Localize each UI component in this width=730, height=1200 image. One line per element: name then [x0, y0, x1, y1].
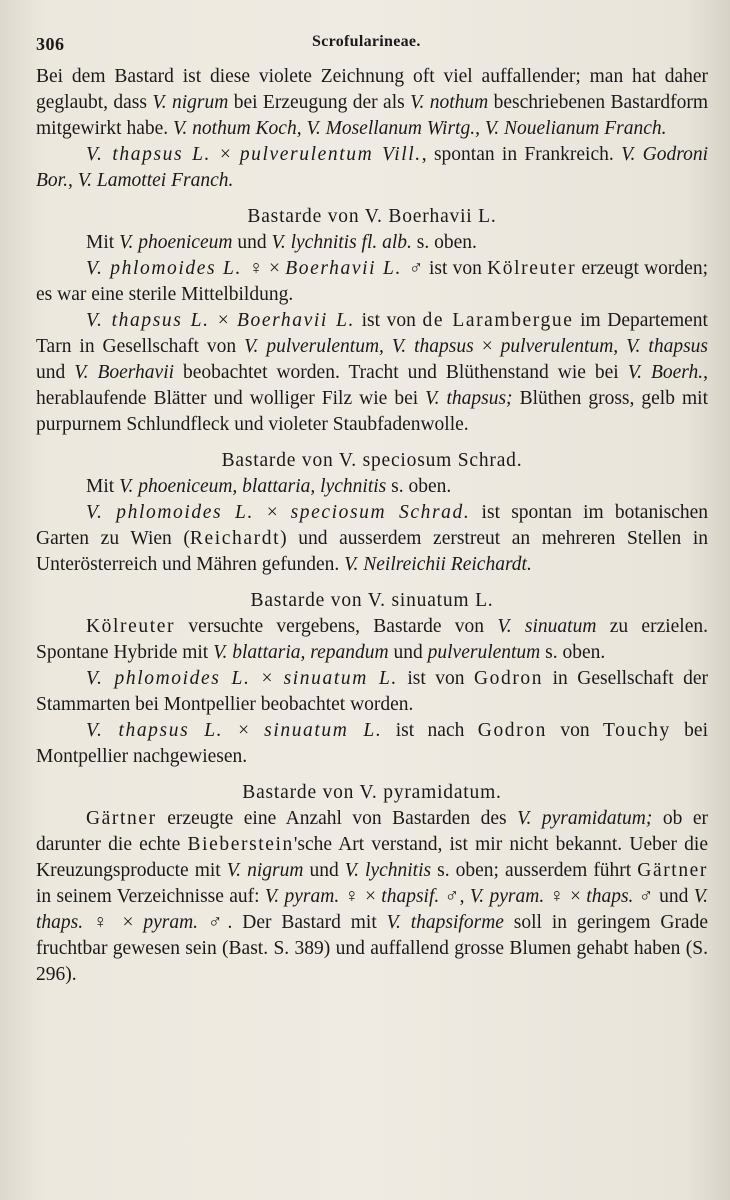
text-run: Bastarde von V. Boerhavii L. — [247, 206, 497, 227]
text-run: pulverulentum Vill. — [230, 144, 422, 165]
text-run: ist von — [423, 258, 488, 279]
text-run: in seinem Verzeichnisse auf: — [36, 886, 265, 907]
text-run: Boerhavii L. — [285, 258, 409, 279]
text-run: Bieberstein — [187, 834, 294, 855]
paragraph — [36, 64, 708, 142]
text-run: V. phoeniceum, blattaria, lychnitis — [119, 476, 387, 497]
text-run: × — [266, 502, 278, 523]
text-run: ) und ausserdem zerstreut an mehreren Stellen in Unterösterreich und Mähren gefunden. — [36, 528, 708, 575]
text-run: Godron — [473, 668, 544, 689]
text-run: beschriebenen Bastardform mitgewirkt habe. — [36, 92, 708, 139]
text-run: bei Erzeugung der als — [228, 92, 411, 113]
text-run: von — [546, 720, 603, 741]
text-run: Bastarde von V. pyramidatum. — [242, 782, 502, 803]
running-head — [36, 30, 708, 60]
text-run: , herablaufende Blätter und wolliger Filz wie bei — [36, 362, 709, 409]
text-run: V. pyram. — [264, 886, 340, 907]
text-run: im Departement Tarn in Gesellschaft von — [36, 310, 708, 357]
text-run: V. Boerh. — [627, 362, 704, 383]
text-run: V. Neilreichii Reichardt. — [344, 554, 532, 575]
text-run: ist von — [355, 310, 423, 331]
text-run: Bei dem Bastard ist diese violete Zeichnung oft viel auffallender; man hat daher geglaubt, dass — [36, 66, 708, 113]
text-run: V. lychnitis — [344, 860, 432, 881]
text-run: ♂ — [439, 886, 460, 907]
text-run: in Gesellschaft der Stammarten bei Montpellier beobachtet worden. — [36, 668, 708, 715]
text-run: zu erzielen. Spontane Hybride mit — [36, 616, 709, 663]
text-run: , — [459, 886, 470, 907]
text-run: Bastarde von V. sinuatum L. — [250, 590, 494, 611]
running-title: Scrofularineae. — [312, 33, 421, 50]
text-run: ist spontan im botanischen Garten zu Wien ( — [36, 502, 709, 549]
text-run: und — [653, 886, 694, 907]
text-run: V. nothum — [410, 92, 489, 113]
paragraph — [36, 308, 708, 438]
section-heading — [36, 204, 708, 230]
text-run: V. sinuatum — [497, 616, 597, 637]
text-run: V. thaps. — [36, 886, 709, 933]
text-run: V. pulverulentum, V. thapsus — [244, 336, 474, 357]
paragraph — [36, 142, 708, 194]
text-run: V. thapsus L. — [86, 144, 220, 165]
text-run: s. oben. — [540, 642, 606, 663]
paragraph — [36, 474, 708, 500]
text-run: und — [36, 362, 75, 383]
text-run: × — [219, 144, 231, 165]
text-run: V. phlomoides L. — [86, 502, 267, 523]
text-run: ist von — [397, 668, 474, 689]
section-heading — [36, 780, 708, 806]
text-run: V. Godroni Bor., V. Lamottei Franch. — [36, 144, 709, 191]
body-text — [36, 64, 708, 988]
text-run: erzeugte eine Anzahl von Bastarden des — [156, 808, 518, 829]
text-run: . Der Bastard mit — [227, 912, 387, 933]
text-run: ♀ × — [339, 886, 382, 907]
text-run: de Larambergue — [422, 310, 574, 331]
paragraph — [36, 806, 708, 988]
text-run: V. pyram. — [469, 886, 545, 907]
text-run: ♂ — [408, 258, 424, 279]
text-run: s. oben. — [386, 476, 452, 497]
text-run: ♂ — [198, 912, 228, 933]
text-run: V. nigrum — [226, 860, 304, 881]
text-run: V. thapsus; — [425, 388, 513, 409]
text-run: V. thapsiforme — [386, 912, 504, 933]
text-run: V. Boerhavii — [74, 362, 175, 383]
text-run: ♂ — [633, 886, 654, 907]
text-run: V. phlomoides L. — [86, 258, 249, 279]
text-run: und — [388, 642, 428, 663]
text-run: s. oben. — [411, 232, 477, 253]
paragraph — [36, 614, 708, 666]
text-run: V. blattaria, repandum — [213, 642, 389, 663]
text-run: ist nach — [382, 720, 478, 741]
paragraph — [36, 666, 708, 718]
text-run: × — [261, 668, 273, 689]
text-run: × — [238, 720, 250, 741]
text-run: V. phlomoides L. — [86, 668, 262, 689]
text-run: speciosum Schrad. — [277, 502, 471, 523]
section-heading — [36, 588, 708, 614]
text-run: pyram. — [143, 912, 199, 933]
text-run: thapsif. — [381, 886, 440, 907]
paragraph — [36, 718, 708, 770]
text-run: ♀ × — [544, 886, 587, 907]
text-run: Kölreuter — [86, 616, 176, 637]
text-run: V. nothum Koch, V. Mosellanum Wirtg., V. Nouelianum Franch. — [173, 118, 667, 139]
text-run: Gärtner — [86, 808, 157, 829]
text-run: Mit — [86, 232, 120, 253]
text-run: Mit — [86, 476, 120, 497]
text-run: , spontan in Frankreich. — [421, 144, 622, 165]
text-run: V. nigrum — [152, 92, 229, 113]
paragraph — [36, 500, 708, 578]
text-run: pulverulentum, V. thapsus — [500, 336, 708, 357]
text-run: und — [303, 860, 345, 881]
text-run: Gärtner — [637, 860, 709, 881]
text-run: Kölreuter — [487, 258, 577, 279]
text-run: s. oben; ausserdem führt — [431, 860, 638, 881]
text-run: ob er darunter die echte — [36, 808, 708, 855]
text-run: Reichardt — [189, 528, 281, 549]
text-run: ♀ × — [248, 258, 286, 279]
text-run: V. thapsus L. — [86, 310, 218, 331]
text-run: ♀ × — [83, 912, 144, 933]
text-run: Touchy — [602, 720, 671, 741]
section-heading — [36, 448, 708, 474]
text-run: Blüthen gross, gelb mit purpurnem Schlundfleck und violeter Staubfadenwolle. — [36, 388, 708, 435]
text-run: beobachtet worden. Tracht und Blüthenstand wie bei — [174, 362, 628, 383]
text-run: soll in geringem Grade fruchtbar gewesen sein (Bast. S. 389) und auffallend grosse Blumen gehabt haben (S. 296). — [36, 912, 708, 985]
text-run: Bastarde von V. speciosum Schrad. — [221, 450, 523, 471]
text-run: versuchte vergebens, Bastarde von — [175, 616, 498, 637]
text-run: 'sche Art verstand, ist mir nicht bekannt. Ueber die Kreuzungsproducte mit — [36, 834, 709, 881]
text-run: × — [473, 336, 501, 357]
text-run: Boerhavii L. — [228, 310, 356, 331]
text-run: thaps. — [586, 886, 634, 907]
text-run: Godron — [477, 720, 547, 741]
paragraph — [36, 230, 708, 256]
text-run: pulverulentum — [427, 642, 541, 663]
text-run: sinuatum L. — [272, 668, 398, 689]
text-run: × — [217, 310, 229, 331]
text-run: sinuatum L. — [249, 720, 383, 741]
text-run: V. phoeniceum — [119, 232, 233, 253]
text-run: V. pyramidatum; — [517, 808, 653, 829]
paragraph — [36, 256, 708, 308]
text-run: und — [232, 232, 272, 253]
text-run: V. lychnitis fl. alb. — [271, 232, 412, 253]
page-number: 306 — [36, 34, 65, 54]
text-run: bei Montpellier nachgewiesen. — [36, 720, 709, 767]
text-run: erzeugt worden; es war eine sterile Mittelbildung. — [36, 258, 708, 305]
text-run: V. thapsus L. — [86, 720, 239, 741]
